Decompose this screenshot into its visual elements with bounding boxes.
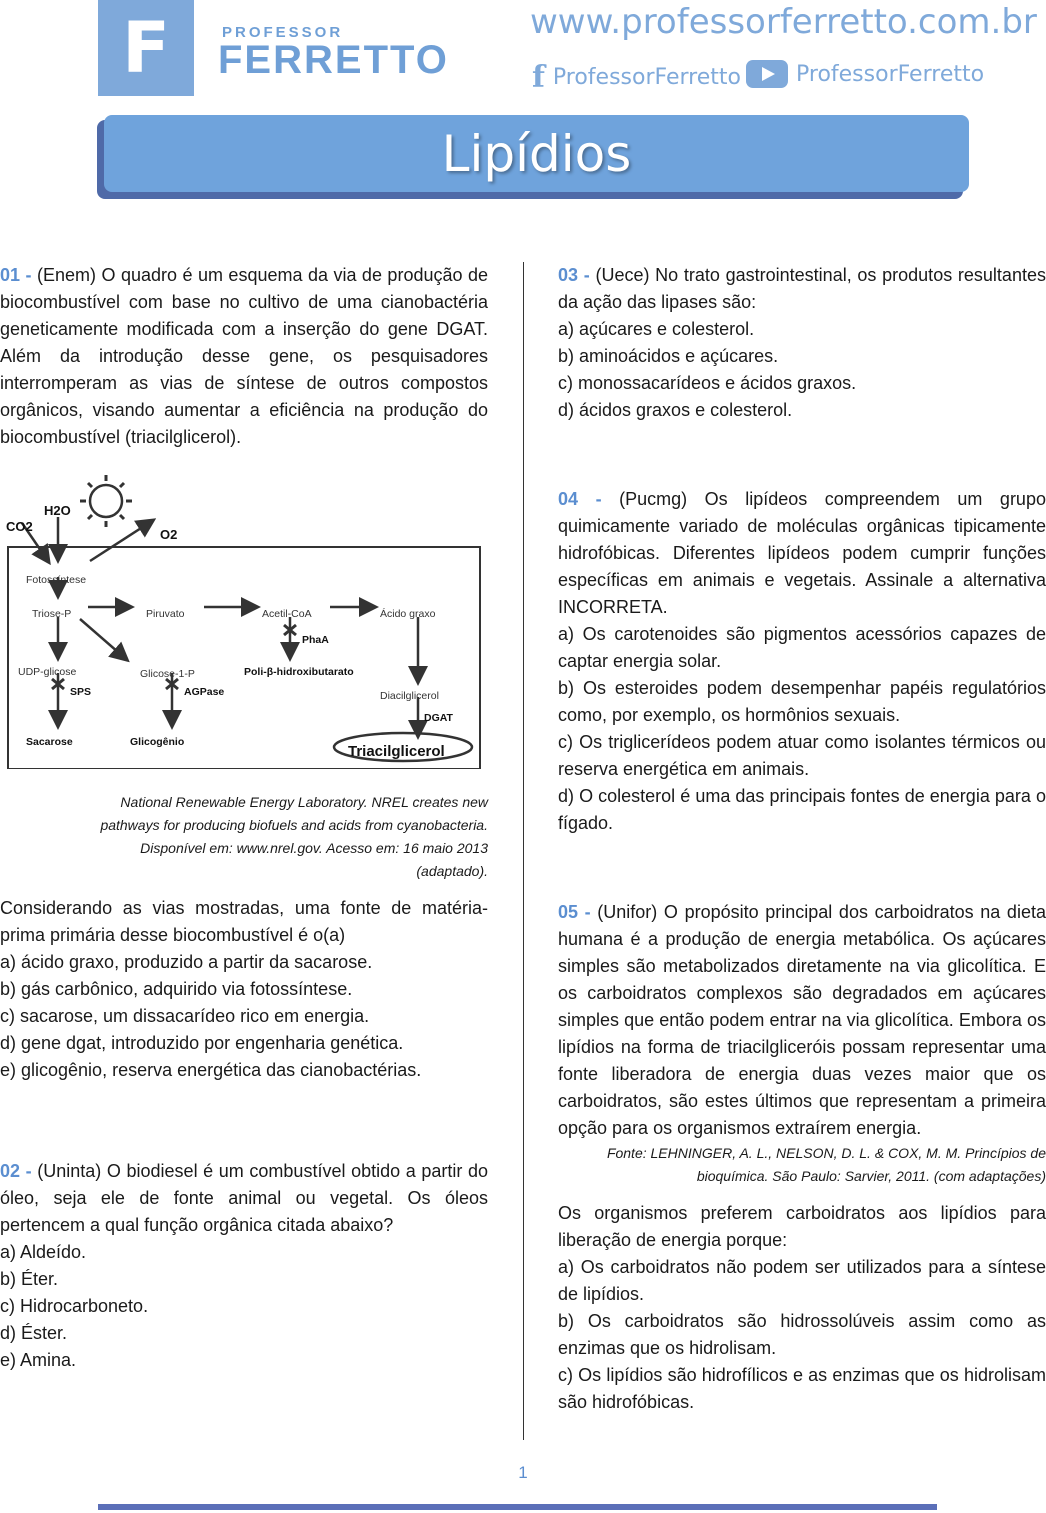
facebook-link[interactable] — [532, 60, 741, 95]
label-acetyl-coa: Acetil-CoA — [262, 608, 312, 620]
option[interactable]: c) Os triglicerídeos podem atuar como isolantes térmicos ou reserva energética em animais. — [558, 732, 1046, 779]
label-udp-glucose: UDP-glicose — [18, 666, 77, 678]
question-number: 05 - — [558, 902, 591, 922]
page-number: 1 — [518, 1463, 528, 1482]
left-column — [0, 262, 488, 1374]
title-bar — [104, 115, 969, 192]
logo-letter: F — [122, 7, 170, 89]
label-fatty-acid: Ácido graxo — [380, 608, 436, 620]
column-divider — [523, 262, 524, 1440]
question-4 — [558, 486, 1046, 621]
label-phaa: PhaA — [302, 634, 329, 646]
label-dgat: DGAT — [424, 712, 453, 724]
option[interactable]: a) Os carboidratos não podem ser utilizados para a síntese de lipídios. — [558, 1257, 1046, 1304]
option[interactable]: c) Hidrocarboneto. — [0, 1296, 149, 1316]
option[interactable]: c) Os lipídios são hidrofílicos e as enzimas que os hidrolisam são hidrofóbicas. — [558, 1365, 1046, 1412]
question-text: (Uece) No trato gastrointestinal, os produtos resultantes da ação das lipases são: — [558, 265, 1046, 312]
question-5 — [558, 899, 1046, 1142]
label-phb: Poli-β-hidroxibutarato — [244, 666, 354, 678]
source-line: (adaptado). — [416, 863, 488, 879]
label-triacylglycerol: Triacilglicerol — [348, 743, 445, 760]
question-1 — [0, 262, 488, 451]
option[interactable]: d) ácidos graxos e colesterol. — [558, 400, 793, 420]
question-5-prompt: Os organismos preferem carboidratos aos lipídios para liberação de energia porque: — [558, 1203, 1046, 1250]
option[interactable]: c) monossacarídeos e ácidos graxos. — [558, 373, 857, 393]
option[interactable]: d) Éster. — [0, 1323, 68, 1343]
youtube-link[interactable] — [746, 60, 984, 88]
label-diacylglycerol: Diacilglicerol — [380, 690, 439, 702]
footer-bar — [98, 1504, 937, 1510]
logo — [98, 0, 194, 96]
option[interactable]: b) Os carboidratos são hidrossolúveis assim como as enzimas que os hidrolisam. — [558, 1311, 1046, 1358]
question-3 — [558, 262, 1046, 316]
figure-source — [0, 791, 488, 883]
facebook-handle: ProfessorFerretto — [552, 65, 741, 90]
brand-name: FERRETTO — [218, 38, 449, 82]
label-agpase: AGPase — [184, 686, 225, 698]
option[interactable]: a) Aldeído. — [0, 1242, 87, 1262]
option[interactable]: b) aminoácidos e açúcares. — [558, 346, 779, 366]
option[interactable]: d) O colesterol é uma das principais fontes de energia para o fígado. — [558, 786, 1046, 833]
option[interactable]: e) glicogênio, reserva energética das cianobactérias. — [0, 1060, 422, 1080]
question-number: 04 - — [558, 489, 602, 509]
label-pyruvate: Piruvato — [146, 608, 185, 620]
source-line: Disponível em: www.nrel.gov. Acesso em: 16 maio 2013 — [140, 840, 488, 856]
page-title: Lipídios — [441, 124, 632, 183]
label-sps: SPS — [70, 686, 92, 698]
label-triose: Triose-P — [32, 608, 72, 620]
sun-icon — [80, 475, 132, 527]
option[interactable]: c) sacarose, um dissacarídeo rico em energia. — [0, 1006, 370, 1026]
question-text: (Unifor) O propósito principal dos carboidratos na dieta humana é a produção de energia metabólica. Os açúcares simples são metabolizados diretamente na via glicolítica. E os carboidratos complexos são degradados em açúcares simples que então podem entrar na via glicolítica. Embora os lipídios na forma de triacilgliceróis possam representar uma fonte liberadora de energia duas vezes maior que os carboidratos, são estes últimos que representam a primeira opção para os organismos extraírem energia. — [558, 902, 1046, 1138]
option[interactable]: d) gene dgat, introduzido por engenharia genética. — [0, 1033, 404, 1053]
label-co2: CO2 — [6, 519, 33, 534]
biofuel-pathway-diagram — [0, 473, 484, 769]
source-line: Fonte: LEHNINGER, A. L., NELSON, D. L. & COX, M. M. Princípios de — [606, 1145, 1046, 1161]
option[interactable]: a) ácido graxo, produzido a partir da sacarose. — [0, 952, 373, 972]
facebook-icon: f — [532, 60, 545, 95]
label-h2o: H2O — [44, 503, 71, 518]
option[interactable]: b) Éter. — [0, 1269, 59, 1289]
label-sucrose: Sacarose — [26, 736, 73, 748]
label-glycogen: Glicogênio — [130, 736, 185, 748]
question-text: (Enem) O quadro é um esquema da via de produção de biocombustível com base no cultivo de uma cianobactéria geneticamente modificada com a inserção do gene DGAT. Além da introdução desse gene, os pesquisadores interromperam as vias de síntese de outros compostos orgânicos, visando aumentar a eficiência na produção do biocombustível (triacilglicerol). — [0, 265, 488, 447]
text-source — [558, 1142, 1046, 1188]
option[interactable]: e) Amina. — [0, 1350, 77, 1370]
option[interactable]: a) açúcares e colesterol. — [558, 319, 755, 339]
brand-small: PROFESSOR — [222, 24, 344, 41]
site-url[interactable]: www.professorferretto.com.br — [530, 2, 1037, 42]
source-line: National Renewable Energy Laboratory. NREL creates new — [120, 794, 488, 810]
label-o2: O2 — [160, 527, 178, 542]
question-1-prompt: Considerando as vias mostradas, uma fonte de matéria-prima primária desse biocombustível é o(a) — [0, 898, 488, 945]
question-number: 02 - — [0, 1161, 32, 1181]
option[interactable]: b) gás carbônico, adquirido via fotossíntese. — [0, 979, 353, 999]
label-photosynthesis: Fotossíntese — [26, 574, 87, 586]
youtube-icon — [746, 60, 788, 88]
source-line: bioquímica. São Paulo: Sarvier, 2011. (com adaptações) — [696, 1168, 1046, 1184]
option[interactable]: b) Os esteroides podem desempenhar papéis regulatórios como, por exemplo, os hormônios sexuais. — [558, 678, 1046, 725]
question-number: 01 - — [0, 265, 32, 285]
source-line: pathways for producing biofuels and acids from cyanobacteria. — [100, 817, 488, 833]
label-glucose-1p: Glicose-1-P — [140, 668, 195, 680]
question-number: 03 - — [558, 265, 590, 285]
question-text: (Pucmg) Os lipídeos compreendem um grupo quimicamente variado de moléculas orgânicas tipicamente hidrofóbicas. Diferentes lipídeos podem cumprir funções específicas em animais e vegetais. Assinale a alternativa INCORRETA. — [558, 489, 1046, 617]
question-text: (Uninta) O biodiesel é um combustível obtido a partir do óleo, seja ele de fonte animal ou vegetal. Os óleos pertencem a qual função orgânica citada abaixo? — [0, 1161, 488, 1235]
option[interactable]: a) Os carotenoides são pigmentos acessórios capazes de captar energia solar. — [558, 624, 1046, 671]
youtube-handle: ProfessorFerretto — [796, 61, 985, 87]
right-column — [558, 262, 1046, 1416]
question-2 — [0, 1158, 488, 1239]
